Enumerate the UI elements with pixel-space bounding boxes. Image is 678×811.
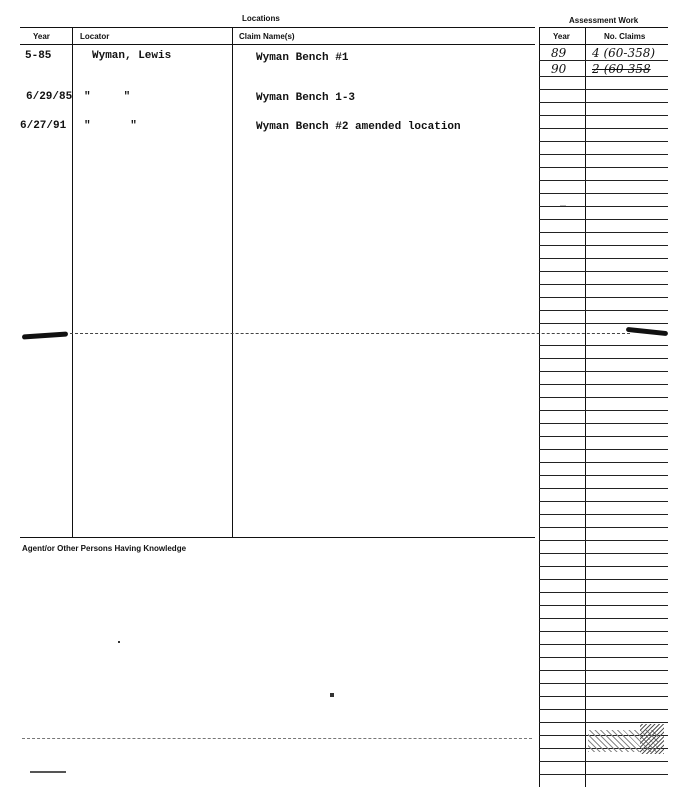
column-header-rule xyxy=(20,44,535,45)
location-locator-1: Wyman, Lewis xyxy=(92,50,172,62)
agent-label: Agent/or Other Persons Having Knowledge xyxy=(22,544,187,553)
scan-speck xyxy=(118,641,120,643)
assessment-header-rule xyxy=(539,44,668,45)
location-locator-2: " " xyxy=(84,91,131,103)
fold-line xyxy=(70,333,630,335)
assessment-work-header: Assessment Work xyxy=(569,16,639,25)
right-marker-stroke xyxy=(626,327,668,336)
header-top-rule xyxy=(20,27,535,28)
scan-speck xyxy=(640,724,664,754)
scan-speck xyxy=(330,693,334,697)
assessment-top-rule xyxy=(539,27,668,28)
no-claims-column-header: No. Claims xyxy=(604,32,646,41)
scan-speck xyxy=(30,771,66,773)
claim-names-column-header: Claim Name(s) xyxy=(239,32,295,41)
year-locator-divider xyxy=(72,27,73,537)
scan-speck xyxy=(560,205,566,206)
assessment-year-2: 90 xyxy=(551,62,567,76)
location-claim-1: Wyman Bench #1 xyxy=(256,52,349,64)
locations-header: Locations xyxy=(242,14,280,23)
locator-claim-divider xyxy=(232,27,233,537)
bottom-dashed-line xyxy=(22,738,532,740)
assessment-claims-1: 4 (60-358) xyxy=(592,46,656,60)
location-claim-3: Wyman Bench #2 amended location xyxy=(256,121,461,133)
location-year-3: 6/27/91 xyxy=(20,120,67,132)
assessment-year-1: 89 xyxy=(551,46,567,60)
agent-section-rule xyxy=(20,537,535,538)
locator-column-header: Locator xyxy=(80,32,110,41)
location-locator-3: " " xyxy=(84,120,137,132)
location-claim-2: Wyman Bench 1-3 xyxy=(256,92,356,104)
assessment-year-column-header: Year xyxy=(553,32,570,41)
assessment-claims-2: 2-(60-358 xyxy=(592,62,651,76)
left-marker-stroke xyxy=(22,331,68,339)
year-column-header: Year xyxy=(33,32,50,41)
location-year-2: 6/29/85 xyxy=(26,91,73,103)
location-year-1: 5-85 xyxy=(25,50,52,62)
